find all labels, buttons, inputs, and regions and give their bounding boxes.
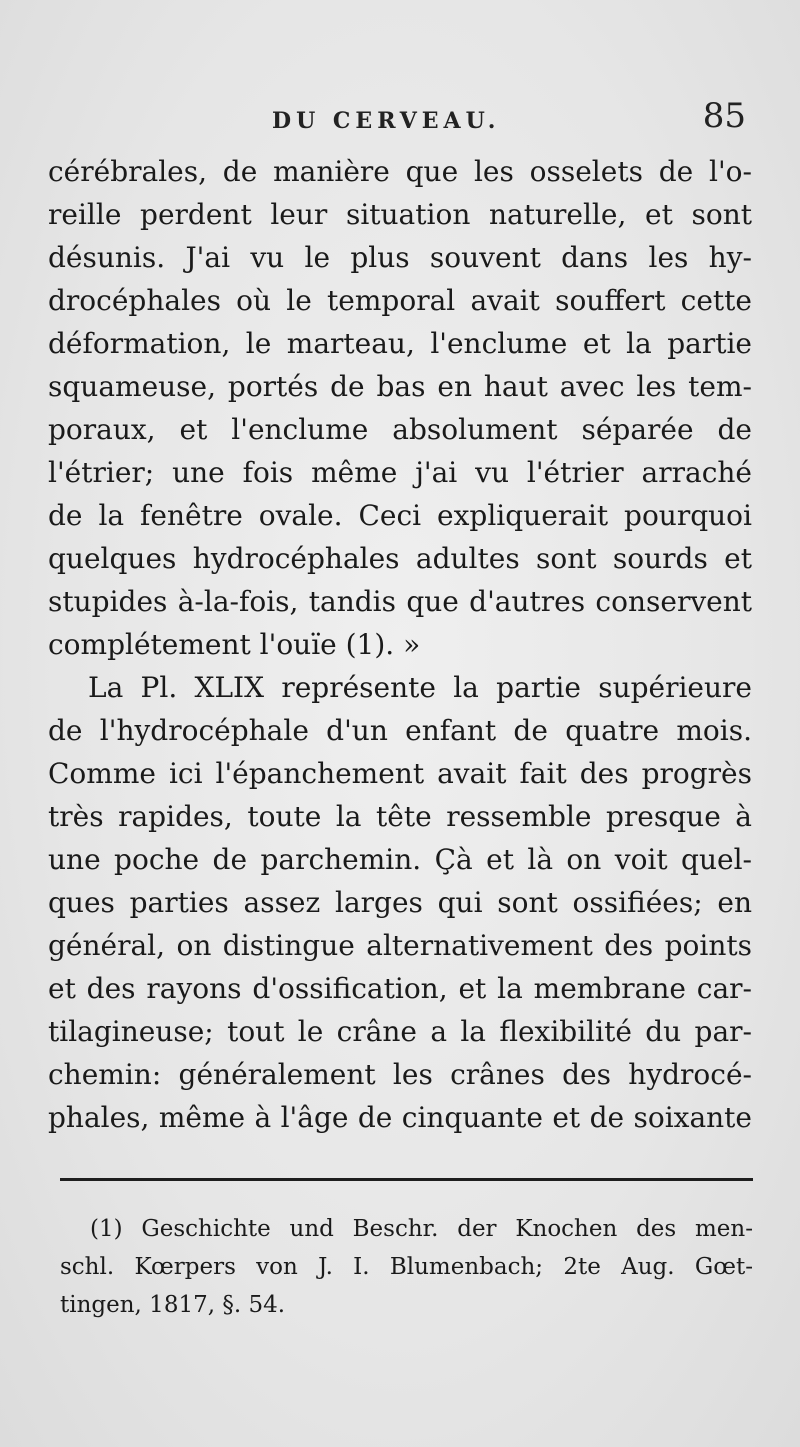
text-line: reille perdent leur situation naturelle, et sont [48, 198, 752, 231]
text-line: désunis. J'ai vu le plus souvent dans les hy- [48, 241, 752, 274]
text-line: quelques hydrocéphales adultes sont sourds et [48, 542, 752, 575]
text-line: général, on distingue alternativement des points [48, 929, 752, 962]
text-line: et des rayons d'ossification, et la membrane car- [48, 972, 752, 1005]
footnote-line: (1) Geschichte und Beschr. der Knochen des men- [90, 1216, 753, 1242]
text-line: drocéphales où le temporal avait souffert cette [48, 284, 752, 317]
text-line: cérébrales, de manière que les osselets de l'o- [48, 155, 752, 188]
body-text [48, 150, 752, 1139]
text-line: Comme ici l'épanchement avait fait des progrès [48, 757, 752, 790]
running-head: DU CERVEAU. [272, 108, 501, 134]
text-line: de la fenêtre ovale. Ceci expliquerait pourquoi [48, 499, 752, 532]
text-line: chemin: généralement les crânes des hydrocé- [48, 1058, 752, 1091]
paragraph-start-line: La Pl. XLIX représente la partie supérieure [88, 671, 752, 704]
footnote [60, 1210, 753, 1324]
footnote-line: schl. Kœrpers von J. I. Blumenbach; 2te Aug. Gœt- [60, 1254, 753, 1280]
text-line: l'étrier; une fois même j'ai vu l'étrier arraché [48, 456, 752, 489]
text-line: déformation, le marteau, l'enclume et la partie [48, 327, 752, 360]
footnote-divider [60, 1178, 753, 1181]
text-line: poraux, et l'enclume absolument séparée de [48, 413, 752, 446]
text-line: une poche de parchemin. Çà et là on voit quel- [48, 843, 752, 876]
footnote-line: tingen, 1817, §. 54. [60, 1292, 286, 1318]
text-line: ques parties assez larges qui sont ossifiées; en [48, 886, 752, 919]
page-number: 85 [702, 96, 746, 136]
text-line: stupides à-la-fois, tandis que d'autres conservent [48, 585, 752, 618]
text-line: complétement l'ouïe (1). » [48, 628, 421, 661]
text-line: tilagineuse; tout le crâne a la flexibilité du par- [48, 1015, 752, 1048]
text-line: phales, même à l'âge de cinquante et de soixante [48, 1101, 752, 1134]
text-line: de l'hydrocéphale d'un enfant de quatre mois. [48, 714, 752, 747]
text-line: très rapides, toute la tête ressemble presque à [48, 800, 752, 833]
text-line: squameuse, portés de bas en haut avec les tem- [48, 370, 752, 403]
